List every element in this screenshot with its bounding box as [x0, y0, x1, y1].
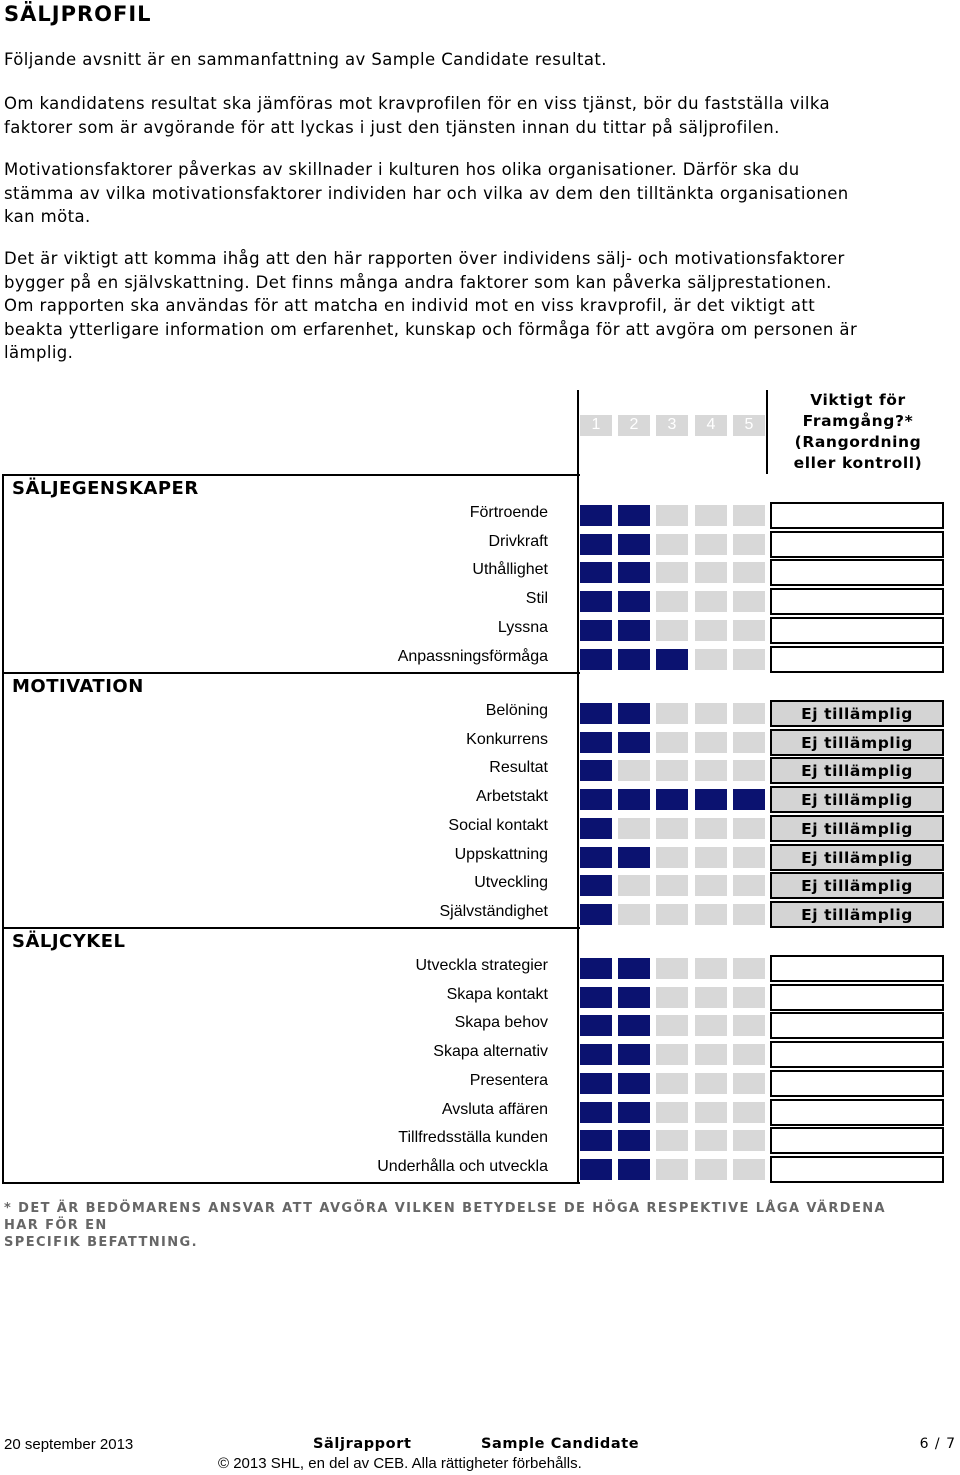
score-cell-empty — [733, 703, 765, 724]
row-label: Skapa alternativ — [433, 1043, 548, 1060]
importance-box: Ej tillämplig — [770, 786, 944, 813]
score-cell-empty — [656, 904, 688, 925]
score-cell-empty — [695, 1044, 727, 1065]
score-cell-filled — [618, 732, 650, 753]
score-cell-empty — [695, 562, 727, 583]
score-cell-empty — [733, 818, 765, 839]
row-label: Utveckling — [474, 874, 548, 891]
importance-box: Ej tillämplig — [770, 757, 944, 784]
score-cell-empty — [695, 987, 727, 1008]
importance-box: Ej tillämplig — [770, 872, 944, 899]
scale-label: 5 — [744, 416, 754, 433]
score-cell-filled — [618, 505, 650, 526]
section-rule — [2, 474, 580, 476]
importance-box[interactable] — [770, 1012, 944, 1039]
intro-p3-line: Motivationsfaktorer påverkas av skillnader i kulturen hos olika organisationer. Därför ska du — [4, 160, 800, 179]
section-frame-right — [577, 474, 579, 1184]
score-cell-filled — [580, 732, 612, 753]
row-label: Tillfredsställa kunden — [398, 1129, 548, 1146]
score-cell-empty — [695, 703, 727, 724]
score-cell-empty — [695, 847, 727, 868]
score-cell-empty — [695, 904, 727, 925]
importance-box: Ej tillämplig — [770, 729, 944, 756]
intro-paragraph-1 — [4, 48, 959, 72]
score-cell-empty — [656, 875, 688, 896]
row-label: Underhålla och utveckla — [377, 1158, 548, 1175]
row-label: Lyssna — [497, 619, 548, 636]
intro-p2-line: Om kandidatens resultat ska jämföras mot kravprofilen för en viss tjänst, bör du fastställa vilka — [4, 94, 831, 113]
importance-header-line: Framgång?* — [802, 412, 914, 430]
score-cell-filled — [580, 1044, 612, 1065]
score-cell-empty — [733, 875, 765, 896]
score-cell-empty — [656, 1102, 688, 1123]
score-cell-empty — [733, 958, 765, 979]
intro-paragraph-3 — [4, 158, 959, 229]
score-cell-empty — [656, 1073, 688, 1094]
score-cell-filled — [580, 703, 612, 724]
intro-p4-line: Det är viktigt att komma ihåg att den här rapporten över individens sälj- och motivationsfaktorer — [4, 249, 845, 268]
footnote-line: SPECIFIK BEFATTNING. — [4, 1235, 198, 1250]
score-cell-empty — [695, 1102, 727, 1123]
score-cell-filled — [618, 649, 650, 670]
importance-box: Ej tillämplig — [770, 901, 944, 928]
score-cell-filled — [618, 1015, 650, 1036]
score-cell-empty — [695, 591, 727, 612]
row-label: Belöning — [485, 702, 548, 719]
row-label: Uthållighet — [472, 561, 548, 578]
score-cell-filled — [618, 1073, 650, 1094]
intro-p1-line: Följande avsnitt är en sammanfattning av Sample Candidate resultat. — [4, 50, 607, 69]
score-cell-empty — [656, 1159, 688, 1180]
score-cell-filled — [580, 1102, 612, 1123]
score-cell-filled — [580, 958, 612, 979]
importance-box[interactable] — [770, 984, 944, 1011]
importance-box[interactable] — [770, 502, 944, 529]
score-cell-empty — [656, 760, 688, 781]
score-cell-filled — [580, 591, 612, 612]
intro-paragraph-2 — [4, 92, 959, 139]
importance-box[interactable] — [770, 1070, 944, 1097]
importance-header-line: (Rangordning — [794, 433, 922, 451]
score-cell-empty — [695, 875, 727, 896]
score-cell-filled — [580, 875, 612, 896]
scale-label: 1 — [591, 416, 601, 433]
section-rule — [2, 1182, 580, 1184]
score-cell-empty — [733, 987, 765, 1008]
footer-report-name: Säljrapport — [313, 1436, 412, 1452]
score-cell-empty — [656, 732, 688, 753]
score-cell-empty — [733, 732, 765, 753]
score-cell-empty — [656, 987, 688, 1008]
importance-box[interactable] — [770, 531, 944, 558]
score-cell-filled — [618, 591, 650, 612]
score-cell-empty — [695, 732, 727, 753]
importance-header — [770, 390, 946, 474]
score-cell-empty — [733, 847, 765, 868]
score-cell-filled — [656, 789, 688, 810]
score-cell-filled — [618, 703, 650, 724]
score-cell-empty — [733, 1159, 765, 1180]
intro-p4-line: lämplig. — [4, 343, 74, 362]
score-cell-filled — [656, 649, 688, 670]
score-cell-filled — [580, 1073, 612, 1094]
score-cell-empty — [733, 591, 765, 612]
score-cell-filled — [580, 987, 612, 1008]
importance-box: Ej tillämplig — [770, 844, 944, 871]
intro-p4-line: Om rapporten ska användas för att matcha en individ mot en viss kravprofil, är det viktigt att — [4, 296, 816, 315]
importance-box[interactable] — [770, 1099, 944, 1126]
score-cell-empty — [733, 1015, 765, 1036]
score-cell-empty — [695, 1073, 727, 1094]
score-cell-filled — [580, 847, 612, 868]
footnote — [4, 1200, 904, 1251]
score-cell-empty — [733, 1044, 765, 1065]
importance-box[interactable] — [770, 617, 944, 644]
score-cell-empty — [656, 1130, 688, 1151]
importance-header-line: Viktigt för — [810, 391, 906, 409]
score-cell-empty — [733, 649, 765, 670]
intro-p4-line: beakta ytterligare information om erfarenhet, kunskap och förmåga för att avgöra om personen är — [4, 319, 858, 339]
score-cell-filled — [580, 789, 612, 810]
score-cell-filled — [580, 1159, 612, 1180]
score-cell-empty — [695, 958, 727, 979]
score-cell-empty — [618, 760, 650, 781]
score-cell-filled — [618, 562, 650, 583]
score-cell-filled — [618, 958, 650, 979]
row-label: Förtroende — [469, 504, 548, 521]
row-label: Uppskattning — [454, 846, 548, 863]
score-cell-filled — [580, 534, 612, 555]
score-cell-empty — [695, 1159, 727, 1180]
row-label: Arbetstakt — [475, 788, 548, 805]
score-cell-empty — [618, 818, 650, 839]
score-cell-filled — [580, 1130, 612, 1151]
footer-copyright: © 2013 SHL, en del av CEB. Alla rättigheter förbehålls. — [218, 1455, 582, 1472]
score-cell-empty — [656, 591, 688, 612]
row-label: Självständighet — [439, 903, 548, 920]
section-title-saljcykel: SÄLJCYKEL — [12, 931, 126, 952]
score-cell-filled — [618, 1044, 650, 1065]
row-label: Skapa kontakt — [446, 986, 548, 1003]
row-label: Resultat — [489, 759, 548, 776]
score-cell-empty — [656, 534, 688, 555]
score-cell-filled — [580, 505, 612, 526]
importance-box[interactable] — [770, 646, 944, 673]
section-title-motivation: MOTIVATION — [12, 676, 144, 697]
score-cell-filled — [580, 649, 612, 670]
score-cell-empty — [733, 562, 765, 583]
score-cell-empty — [695, 818, 727, 839]
importance-header-line: eller kontroll) — [793, 454, 923, 472]
row-label: Skapa behov — [454, 1014, 548, 1031]
score-cell-empty — [733, 1073, 765, 1094]
row-label: Drivkraft — [488, 533, 548, 550]
score-cell-filled — [618, 534, 650, 555]
score-cell-filled — [580, 760, 612, 781]
intro-p4-line: bygger på en självskattning. Det finns många andra faktorer som kan påverka säljprestationen. — [4, 272, 832, 292]
score-cell-empty — [733, 904, 765, 925]
importance-box[interactable] — [770, 588, 944, 615]
footer-candidate: Sample Candidate — [481, 1436, 640, 1452]
importance-box[interactable] — [770, 1156, 944, 1183]
score-cell-empty — [656, 847, 688, 868]
score-cell-empty — [695, 534, 727, 555]
score-cell-filled — [618, 847, 650, 868]
score-cell-empty — [733, 505, 765, 526]
score-cell-empty — [695, 505, 727, 526]
score-cell-empty — [656, 562, 688, 583]
score-cell-empty — [695, 649, 727, 670]
importance-box[interactable] — [770, 955, 944, 982]
score-cell-empty — [656, 818, 688, 839]
importance-box[interactable] — [770, 559, 944, 586]
row-label: Presentera — [469, 1072, 548, 1089]
section-rule — [2, 672, 580, 674]
score-cell-empty — [733, 760, 765, 781]
score-cell-empty — [618, 904, 650, 925]
intro-paragraph-4 — [4, 247, 959, 365]
intro-p2-line: faktorer som är avgörande för att lyckas i just den tjänsten innan du tittar på säljprofilen. — [4, 117, 780, 137]
score-cell-filled — [618, 1130, 650, 1151]
importance-box[interactable] — [770, 1041, 944, 1068]
importance-box: Ej tillämplig — [770, 700, 944, 727]
row-label: Utveckla strategier — [415, 957, 548, 974]
score-cell-empty — [656, 1015, 688, 1036]
section-title-saljegenskaper: SÄLJEGENSKAPER — [12, 478, 199, 499]
score-cell-empty — [656, 703, 688, 724]
score-cell-filled — [618, 1159, 650, 1180]
scale-label: 4 — [706, 416, 716, 433]
scale-label: 2 — [629, 416, 639, 433]
score-cell-filled — [580, 1015, 612, 1036]
row-label: Konkurrens — [466, 731, 548, 748]
score-cell-filled — [733, 789, 765, 810]
footer-date: 20 september 2013 — [4, 1436, 134, 1453]
score-cell-empty — [695, 1130, 727, 1151]
score-cell-empty — [733, 1130, 765, 1151]
score-cell-empty — [656, 1044, 688, 1065]
score-cell-empty — [656, 958, 688, 979]
importance-box[interactable] — [770, 1127, 944, 1154]
importance-box: Ej tillämplig — [770, 815, 944, 842]
score-cell-filled — [618, 620, 650, 641]
score-cell-empty — [656, 620, 688, 641]
score-cell-filled — [618, 789, 650, 810]
score-cell-empty — [733, 620, 765, 641]
score-cell-filled — [618, 1102, 650, 1123]
score-cell-filled — [580, 904, 612, 925]
score-cell-filled — [695, 789, 727, 810]
score-cell-empty — [733, 1102, 765, 1123]
intro-p3-line: kan möta. — [4, 207, 91, 226]
score-cell-filled — [580, 562, 612, 583]
row-label: Avsluta affären — [441, 1101, 548, 1118]
row-label: Social kontakt — [448, 817, 548, 834]
page-title: SÄLJPROFIL — [4, 2, 152, 26]
intro-p3-line: stämma av vilka motivationsfaktorer individen har och vilka av dem den tilltänkta organisationen — [4, 183, 849, 203]
row-label: Stil — [525, 590, 548, 607]
row-label: Anpassningsförmåga — [397, 648, 548, 665]
score-cell-empty — [695, 620, 727, 641]
score-cell-filled — [580, 620, 612, 641]
score-cell-empty — [695, 760, 727, 781]
footer-page-number: 6 / 7 — [919, 1436, 956, 1452]
score-cell-empty — [695, 1015, 727, 1036]
score-cell-filled — [618, 987, 650, 1008]
score-cell-empty — [733, 534, 765, 555]
scale-label: 3 — [667, 416, 677, 433]
section-frame-left — [2, 474, 4, 1184]
score-cell-empty — [656, 505, 688, 526]
footnote-line: * DET ÄR BEDÖMARENS ANSVAR ATT AVGÖRA VILKEN BETYDELSE DE HÖGA RESPEKTIVE LÅGA VÄRDENA HAR FÖR EN — [4, 1201, 887, 1233]
score-cell-empty — [618, 875, 650, 896]
score-cell-filled — [580, 818, 612, 839]
section-rule — [2, 927, 580, 929]
